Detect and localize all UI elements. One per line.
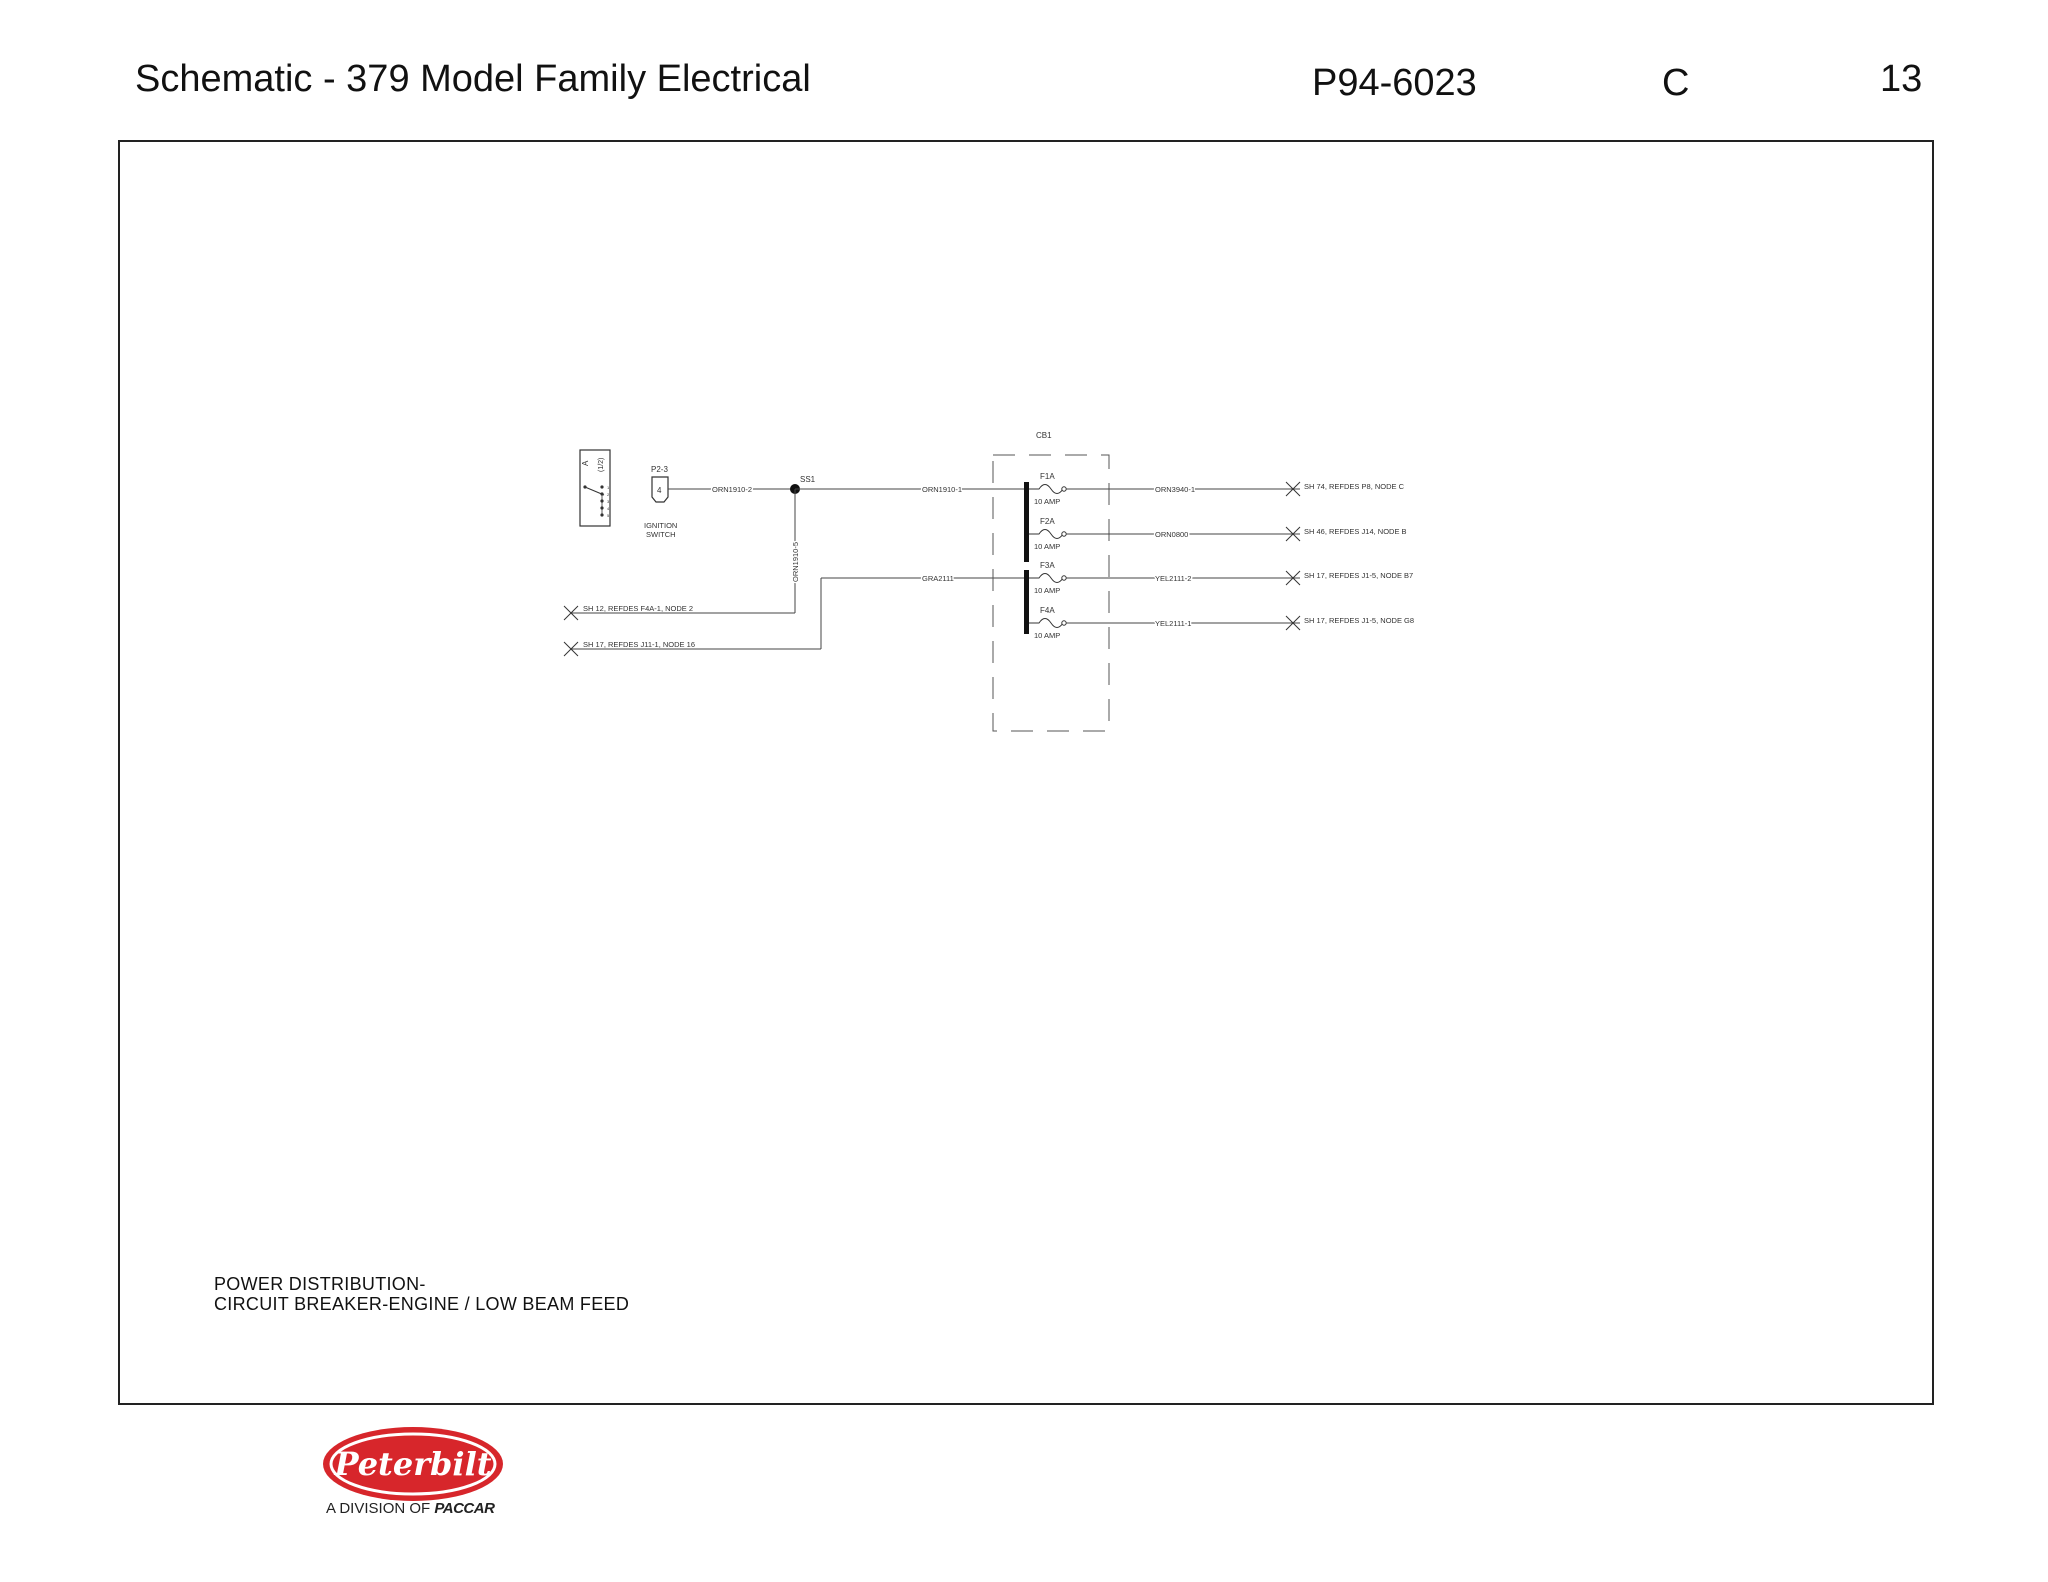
switch-pin-label: 1 [607,485,610,490]
switch-pin-label: 4 [607,506,610,511]
division-prefix: A DIVISION OF [326,1500,431,1517]
bus-bar-lower [1024,570,1029,634]
bus-bar-upper [1024,482,1029,562]
wire-label: ORN1910-2 [712,485,753,494]
fuse-rows [1029,472,1414,640]
revision-letter: C [1662,62,1690,104]
offsheet-reference-input-1 [564,604,693,620]
ignition-switch-symbol [580,450,610,526]
fuse-rating: 10 AMP [1034,586,1061,595]
connector-label-line2: SWITCH [646,530,676,539]
fuse-symbol [1029,574,1063,583]
fuse-terminal [1062,576,1066,580]
fuse-symbol [1029,619,1063,628]
page-title: Schematic - 379 Model Family Electrical [135,58,811,100]
fuse-name: F3A [1040,561,1055,570]
switch-label-position: (1/2) [598,457,605,472]
fuse-terminal [1062,621,1066,625]
fuse-name: F1A [1040,472,1055,481]
offsheet-label: SH 17, REFDES J1-5, NODE B7 [1304,571,1414,580]
fuse-row [1029,517,1407,551]
fuse-rating: 10 AMP [1034,631,1061,640]
connector-pin: 4 [657,486,662,495]
wire-label: ORN3940-1 [1155,485,1196,494]
offsheet-label: SH 17, REFDES J1-5, NODE G8 [1304,616,1415,625]
switch-contacts [600,485,610,518]
diagram-caption-line1: POWER DISTRIBUTION- [214,1274,426,1294]
wire-label: YEL2111-1 [1155,619,1192,628]
switch-label-a: A [581,460,590,466]
breaker-group-label: CB1 [1036,431,1052,440]
connector-p2-3 [644,465,677,539]
fuse-row [1029,472,1405,506]
offsheet-label: SH 74, REFDES P8, NODE C [1304,482,1405,491]
switch-contact [600,485,603,488]
wire-label: GRA2111 [922,574,954,583]
splice-label: SS1 [800,475,816,484]
logo-wordmark: Peterbilt [334,1445,492,1483]
wire-label: ORN1910-1 [922,485,963,494]
fuse-rating: 10 AMP [1034,542,1061,551]
division-name: PACCAR [434,1500,495,1517]
offsheet-label: SH 46, REFDES J14, NODE B [1304,527,1407,536]
fuse-name: F2A [1040,517,1055,526]
fuse-terminal [1062,487,1066,491]
switch-pin-label: 2 [607,492,610,497]
fuse-rating: 10 AMP [1034,497,1061,506]
offsheet-label: SH 17, REFDES J11-1, NODE 16 [583,640,695,649]
switch-pin-label: 3 [607,499,610,504]
fuse-name: F4A [1040,606,1055,615]
connector-label-line1: IGNITION [644,521,678,530]
document-number: P94-6023 [1312,62,1477,104]
fuse-terminal [1062,532,1066,536]
diagram-caption-line2: CIRCUIT BREAKER-ENGINE / LOW BEAM FEED [214,1294,630,1314]
wire-label: ORN0800 [1155,530,1189,539]
switch-pivot [583,485,586,488]
fuse-symbol [1029,530,1063,539]
sheet-number: 13 [1880,58,1923,100]
division-line [326,1500,494,1517]
fuse-row [1029,561,1413,595]
wire-label: YEL2111-2 [1155,574,1192,583]
connector-ref: P2-3 [651,465,668,474]
fuse-symbol [1029,485,1063,494]
peterbilt-logo [318,1424,508,1504]
wire-label: ORN1910-5 [791,541,800,582]
offsheet-reference-input-2 [564,640,695,656]
switch-pin-label: 5 [607,513,610,518]
fuse-row [1029,606,1414,640]
offsheet-label: SH 12, REFDES F4A-1, NODE 2 [583,604,694,613]
